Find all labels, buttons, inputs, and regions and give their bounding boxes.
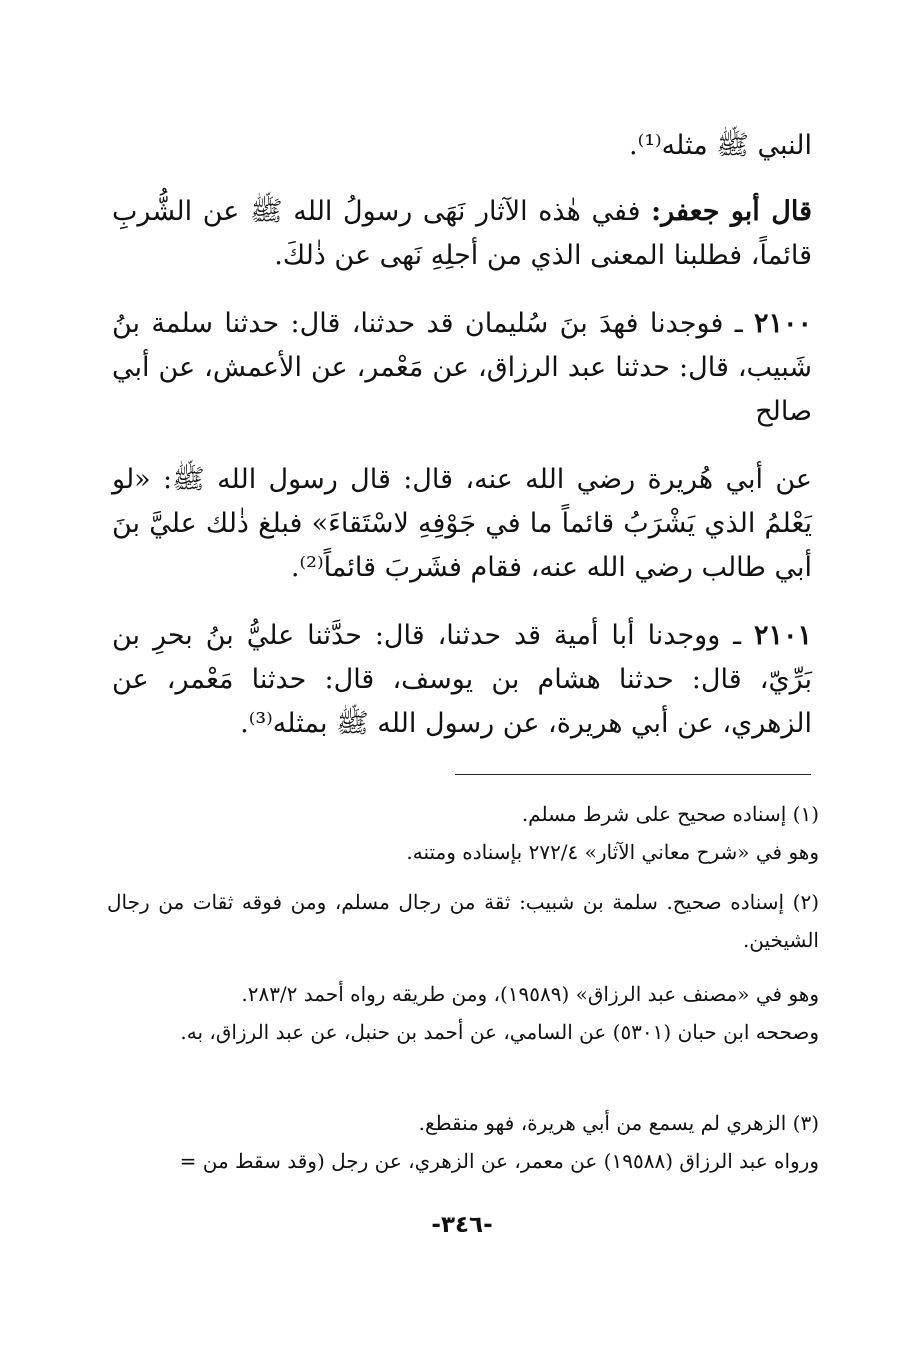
footnote-2-source (107, 975, 819, 1051)
footnote-line: (٣) الزهري لم يسمع من أبي هريرة، فهو منقطع. (418, 1111, 819, 1135)
footnote-line: وصححه ابن حبان (٥٣٠١) عن السامي، عن أحمد بن حنبل، عن عبد الرزاق، به. (180, 1020, 819, 1044)
footnote-line: (٢) إسناده صحيح. سلمة بن شبيب: ثقة من رجال مسلم، ومن فوقه ثقات من رجال الشيخين. (107, 890, 819, 952)
page-number: -٣٤٦- (431, 1212, 493, 1238)
commentary-lead: قال أبو جعفر: (651, 196, 812, 227)
commentary-text: ففي هٰذه الآثار نَهَى رسولُ الله ﷺ عن الشُّربِ قائماً، فطلبنا المعنى الذي من أجلِهِ نَهى عن ذٰلكَ. (112, 196, 812, 271)
paragraph-commentary (112, 190, 812, 278)
footnote-line: ورواه عبد الرزاق (١٩٥٨٨) عن معمر، عن الزهري، عن رجل (وقد سقط من (202, 1149, 819, 1173)
hadith-2101 (112, 614, 812, 746)
paragraph-continuation (112, 124, 812, 168)
continuation-text: النبي ﷺ مثله⁽¹⁾. (628, 130, 812, 161)
hadith-chain: ـ فوجدنا فهدَ بنَ سُليمان قد حدثنا، قال: حدثنا سلمة بنُ شَبيب، قال: حدثنا عبد الرزاق، عن مَعْمر، عن الأعمش، عن أبي صالح (112, 308, 812, 427)
hadith-2100 (112, 302, 812, 434)
hadith-number: ٢١٠٠ (753, 308, 812, 339)
hadith-number: ٢١٠١ (753, 620, 812, 651)
footnote-line: وهو في «مصنف عبد الرزاق» (١٩٥٨٩)، ومن طريقه رواه أحمد ٢٨٣/٢. (241, 982, 819, 1006)
footnote-line: (١) إسناده صحيح على شرط مسلم. (521, 802, 819, 826)
footnote-1 (107, 795, 819, 871)
continuation-mark: = (179, 1149, 197, 1173)
footnote-3 (107, 1104, 819, 1180)
footnote-2 (107, 883, 819, 959)
hadith-text: عن أبي هُريرة رضي الله عنه، قال: قال رسول الله ﷺ: «لو يَعْلمُ الذي يَشْرَبُ قائماً ما في جَوْفِهِ لاسْتَقاءَ» فبلغ ذٰلك عليَّ بنَ أبي طالب رضي الله عنه، فقام فشَربَ قائماً⁽²⁾. (112, 464, 812, 583)
hadith-chain: ـ ووجدنا أبا أمية قد حدثنا، قال: حدَّثنا عليُّ بنُ بحرِ بن بَرِّيّ، قال: حدثنا هشام بن يوسف، قال: حدثنا مَعْمر، عن الزهري، عن أبي هريرة، عن رسول الله ﷺ بمثله⁽³⁾. (112, 620, 812, 739)
footnote-divider (455, 774, 811, 775)
hadith-2100-matn (112, 458, 812, 590)
footnote-line: وهو في «شرح معاني الآثار» ٢٧٢/٤ بإسناده ومتنه. (406, 840, 819, 864)
